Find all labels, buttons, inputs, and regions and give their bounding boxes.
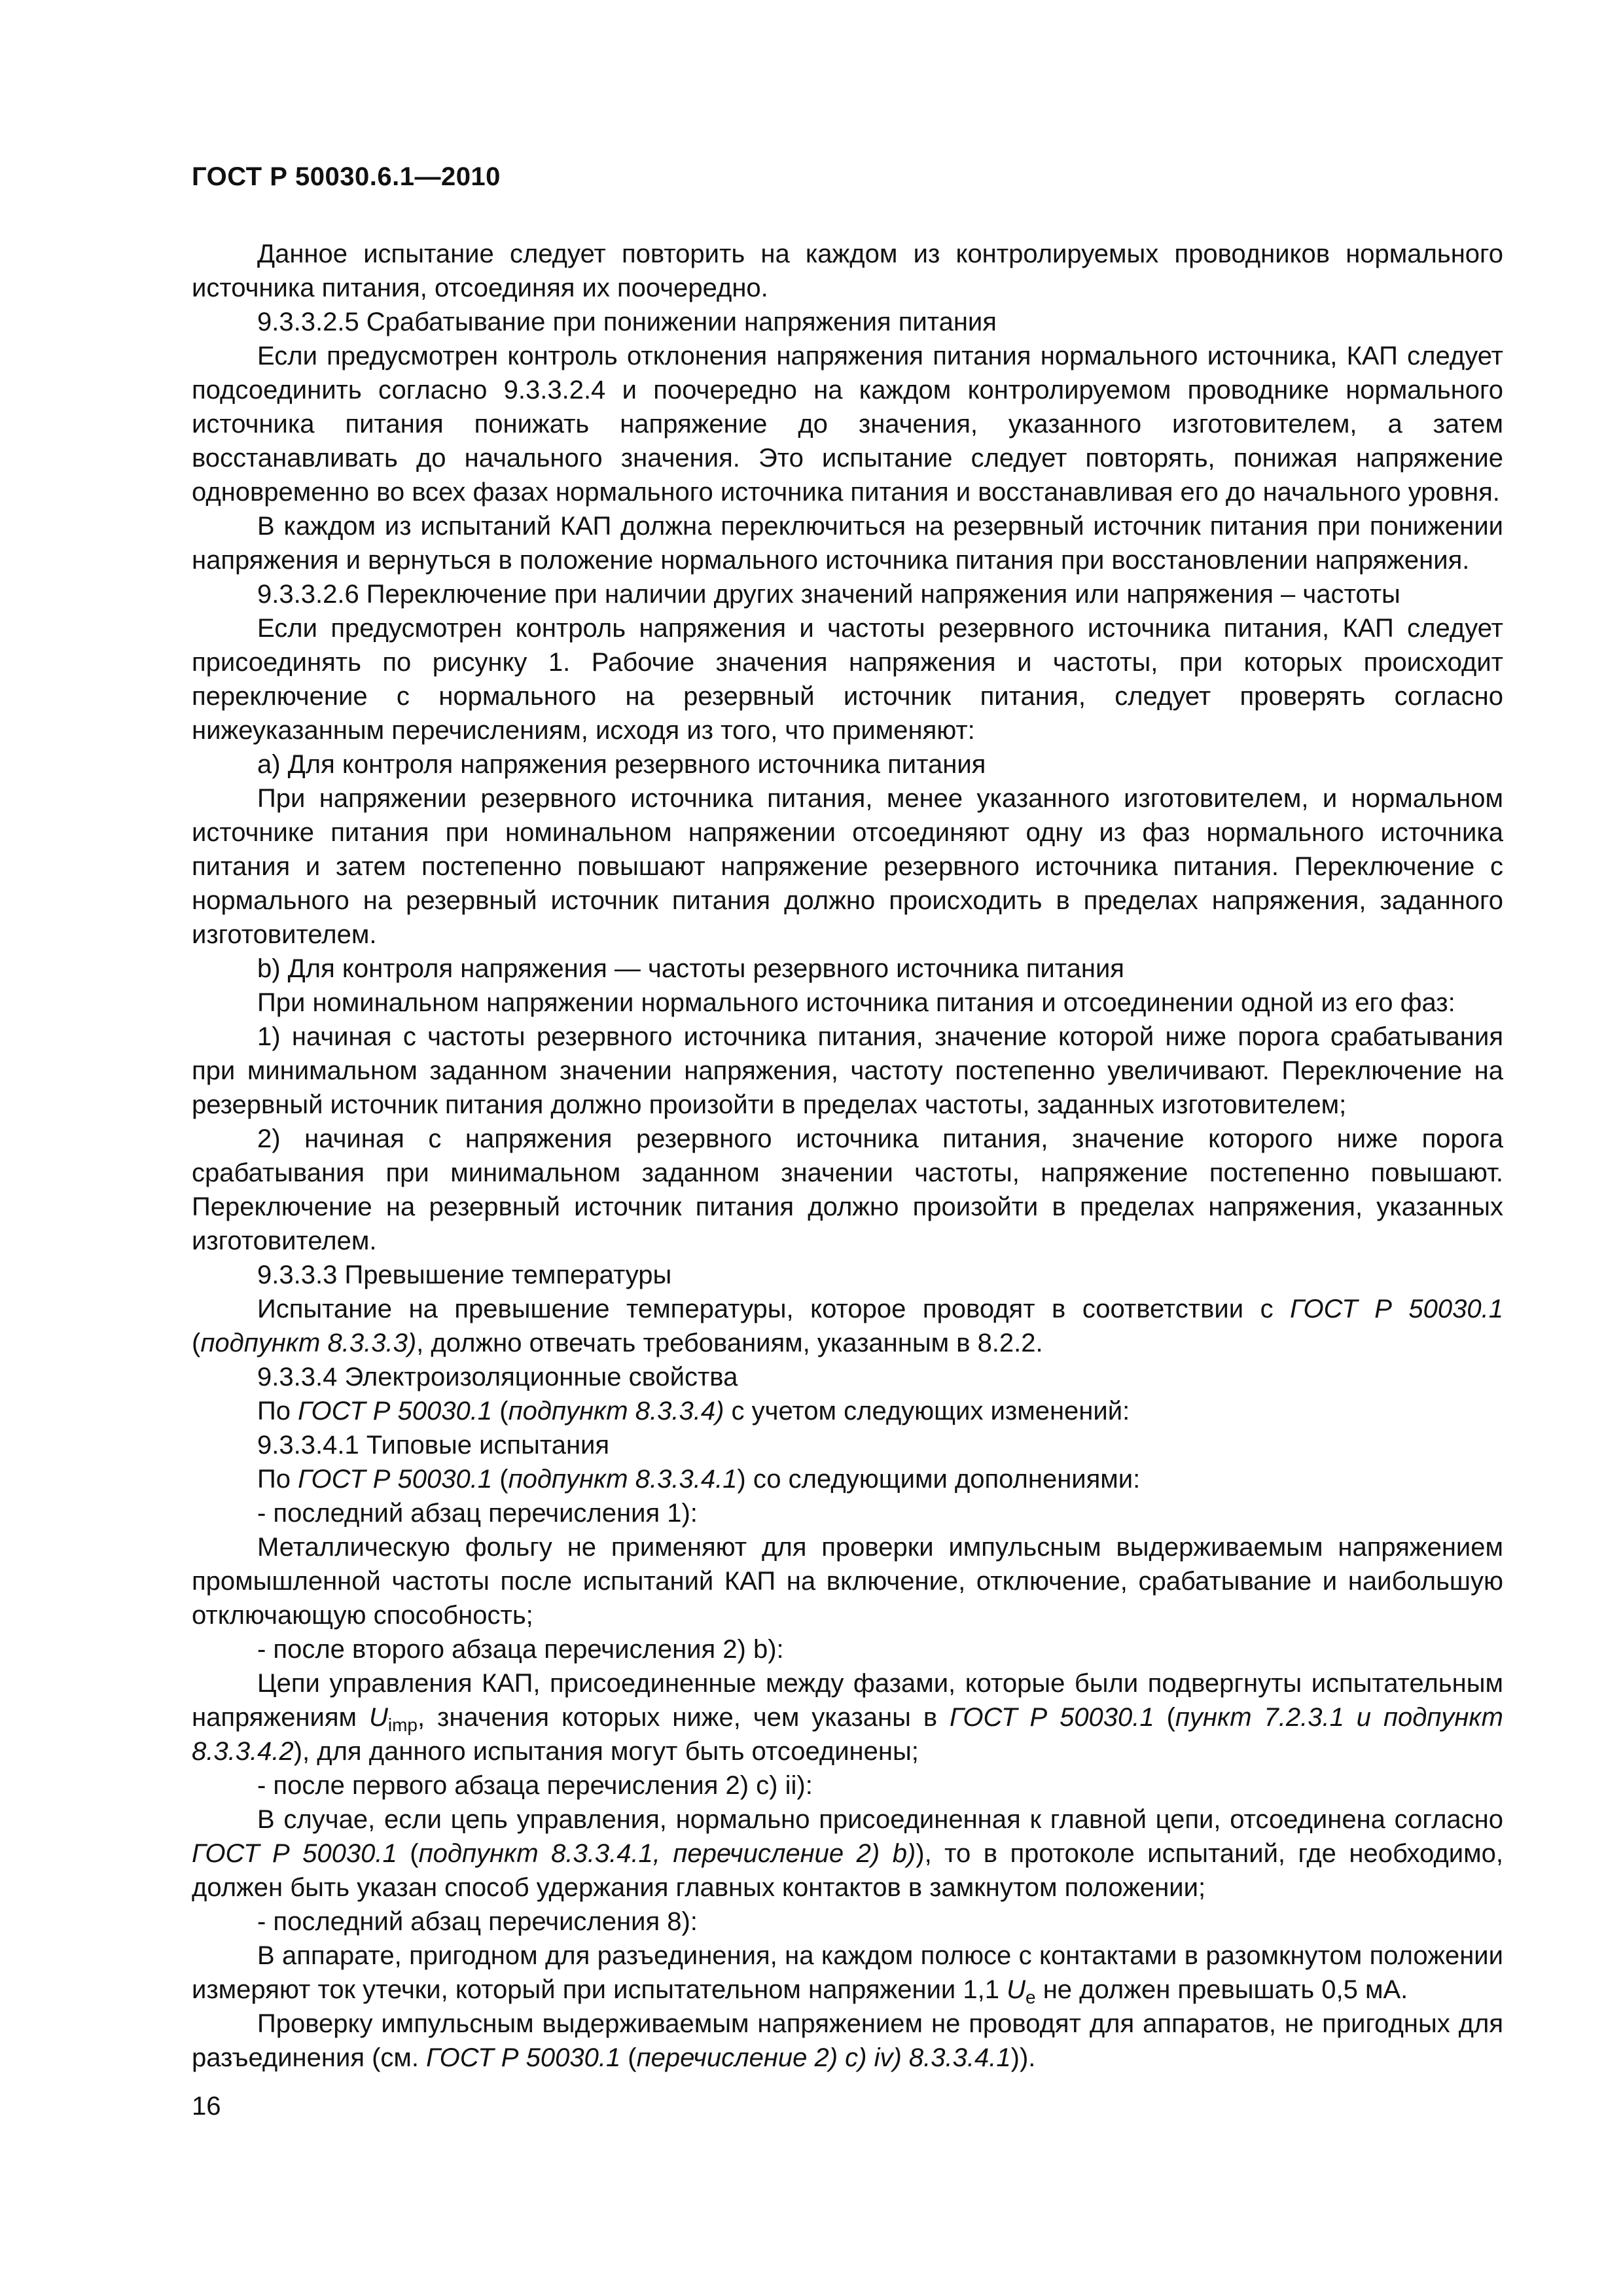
text-run: 9.3.3.2.5 Срабатывание при понижении напряжения питания: [257, 308, 997, 336]
text-run: Данное испытание следует повторить на каждом из контролируемых проводников нормального источника питания, отсоединяя их поочередно.: [192, 240, 1503, 302]
text-run: В случае, если цепь управления, нормально присоединенная к главной цепи, отсоединена согласно: [257, 1805, 1503, 1834]
text-run: ), для данного испытания могут быть отсоединены;: [293, 1737, 919, 1766]
paragraph: [192, 986, 1503, 1020]
text-run: 9.3.3.2.6 Переключение при наличии других значений напряжения или напряжения – частоты: [257, 580, 1400, 609]
italic-text: подпункт 8.3.3.4.1, перечисление 2) b): [418, 1839, 916, 1868]
italic-text: ГОСТ Р 50030.1: [426, 2043, 621, 2072]
italic-text: подпункт 8.3.3.4): [508, 1397, 724, 1426]
text-run: Цепи управления КАП, присоединенные между фазами, которые были подвергнуты испытательным напряжениям: [192, 1669, 1503, 1732]
text-run: При номинальном напряжении нормального источника питания и отсоединении одной из его фаз:: [257, 988, 1455, 1017]
italic-text: подпункт 8.3.3.4.1: [508, 1465, 738, 1494]
paragraph: [192, 1462, 1503, 1496]
text-run: (: [492, 1465, 508, 1494]
italic-text: перечисление 2) c) iv) 8.3.3.4.1: [636, 2043, 1011, 2072]
text-run: Металлическую фольгу не применяют для проверки импульсным выдерживаемым напряжением промышленной частоты после испытаний КАП на включение, отключение, срабатывание и наибольшую отключающую способность;: [192, 1533, 1503, 1630]
text-run: 9.3.3.3 Превышение температуры: [257, 1261, 672, 1289]
paragraph: [192, 339, 1503, 509]
paragraph: [192, 1530, 1503, 1632]
text-run: 9.3.3.4 Электроизоляционные свойства: [257, 1363, 738, 1391]
text-run: (: [620, 2043, 637, 2072]
text-run: По: [257, 1397, 298, 1426]
document-body: [192, 237, 1503, 2075]
paragraph: [192, 509, 1503, 577]
paragraph: [192, 237, 1503, 305]
text-run: с учетом следующих изменений:: [724, 1397, 1130, 1426]
text-run: Если предусмотрен контроль напряжения и частоты резервного источника питания, КАП следует присоединять по рисунку 1. Рабочие значения напряжения и частоты, при которых происходит переключение с нормального на резервный источник питания, следует проверять согласно нижеуказанным перечислениям, исходя из того, что применяют:: [192, 614, 1503, 745]
paragraph: [192, 1496, 1503, 1530]
paragraph: [192, 577, 1503, 611]
subscript-text: e: [1026, 1987, 1036, 2007]
italic-text: подпункт 8.3.3.3): [200, 1329, 417, 1357]
text-run: 2) начиная с напряжения резервного источника питания, значение которого ниже порога срабатывания при минимальном заданном значении частоты, напряжение постепенно повышают. Переключение на резервный источник питания должно произойти в пределах напряжения, указанных изготовителем.: [192, 1124, 1503, 1255]
paragraph: [192, 1632, 1503, 1666]
text-run: (: [192, 1329, 201, 1357]
text-run: ) со следующими дополнениями:: [737, 1465, 1141, 1494]
text-run: 1) начиная с частоты резервного источника питания, значение которой ниже порога срабатывания при минимальном заданном значении напряжения, частоту постепенно увеличивают. Переключение на резервный источник питания должно произойти в пределах частоты, заданных изготовителем;: [192, 1022, 1503, 1119]
italic-text: ГОСТ Р 50030.1: [1290, 1295, 1503, 1323]
paragraph: [192, 1122, 1503, 1258]
paragraph: [192, 1428, 1503, 1462]
paragraph: [192, 1258, 1503, 1292]
italic-text: U: [1007, 1975, 1026, 2004]
text-run: (: [1154, 1703, 1175, 1732]
text-run: (: [397, 1839, 419, 1868]
paragraph: [192, 1292, 1503, 1360]
subscript-text: imp: [387, 1715, 418, 1735]
italic-text: ГОСТ Р 50030.1: [298, 1465, 493, 1494]
paragraph: [192, 747, 1503, 781]
italic-text: U: [368, 1703, 388, 1732]
italic-text: ГОСТ Р 50030.1: [298, 1397, 493, 1426]
paragraph: [192, 952, 1503, 986]
text-run: , должно отвечать требованиям, указанным в 8.2.2.: [416, 1329, 1043, 1357]
italic-text: пункт 7.2.3.1 и подпункт 8.3.3.4.2: [192, 1703, 1503, 1766]
text-run: Если предусмотрен контроль отклонения напряжения питания нормального источника, КАП следует подсоединить согласно 9.3.3.2.4 и поочередно на каждом контролируемом проводнике нормального источника питания понижать напряжение до значения, указанного изготовителем, а затем восстанавливать до начального значения. Это испытание следует повторять, понижая напряжение одновременно во всех фазах нормального источника питания и восстанавливая его до начального уровня.: [192, 342, 1503, 507]
paragraph: [192, 305, 1503, 339]
text-run: )).: [1010, 2043, 1036, 2072]
text-run: - последний абзац перечисления 8):: [257, 1907, 698, 1936]
text-run: ), то в протоколе испытаний, где необходимо, должен быть указан способ удержания главных контактов в замкнутом положении;: [192, 1839, 1504, 1902]
italic-text: ГОСТ Р 50030.1: [950, 1703, 1154, 1732]
page-number: 16: [192, 2092, 221, 2121]
paragraph: [192, 2007, 1503, 2075]
text-run: - после второго абзаца перечисления 2) b):: [257, 1635, 784, 1664]
text-run: По: [257, 1465, 298, 1494]
text-run: a) Для контроля напряжения резервного источника питания: [257, 750, 986, 779]
text-run: - последний абзац перечисления 1):: [257, 1499, 698, 1528]
paragraph: [192, 1020, 1503, 1122]
paragraph: [192, 1905, 1503, 1939]
text-run: В аппарате, пригодном для разъединения, на каждом полюсе с контактами в разомкнутом положении измеряют ток утечки, который при испытательном напряжении 1,1: [192, 1941, 1503, 2004]
text-run: , значения которых ниже, чем указаны в: [418, 1703, 950, 1732]
text-run: Испытание на превышение температуры, которое проводят в соответствии с: [257, 1295, 1291, 1323]
text-run: b) Для контроля напряжения — частоты резервного источника питания: [257, 954, 1124, 983]
paragraph: [192, 781, 1503, 952]
paragraph: [192, 1360, 1503, 1394]
text-run: 9.3.3.4.1 Типовые испытания: [257, 1431, 610, 1460]
text-run: - после первого абзаца перечисления 2) c) ii):: [257, 1771, 813, 1800]
text-run: При напряжении резервного источника питания, менее указанного изготовителем, и нормальном источнике питания при номинальном напряжении отсоединяют одну из фаз нормального источника питания и затем постепенно повышают напряжение резервного источника питания. Переключение с нормального на резервный источник питания должно происходить в пределах напряжения, заданного изготовителем.: [192, 784, 1503, 949]
paragraph: [192, 1768, 1503, 1803]
paragraph: [192, 1666, 1503, 1768]
text-run: Проверку импульсным выдерживаемым напряжением не проводят для аппаратов, не пригодных для разъединения (см.: [192, 2009, 1503, 2072]
paragraph: [192, 1803, 1503, 1905]
text-run: не должен превышать 0,5 мА.: [1035, 1975, 1408, 2004]
paragraph: [192, 1939, 1503, 2007]
text-run: (: [492, 1397, 508, 1426]
paragraph: [192, 1394, 1503, 1428]
paragraph: [192, 611, 1503, 747]
italic-text: ГОСТ Р 50030.1: [192, 1839, 397, 1868]
text-run: В каждом из испытаний КАП должна переключиться на резервный источник питания при понижении напряжения и вернуться в положение нормального источника питания при восстановлении напряжения.: [192, 512, 1503, 575]
document-header: ГОСТ Р 50030.6.1—2010: [192, 162, 501, 191]
